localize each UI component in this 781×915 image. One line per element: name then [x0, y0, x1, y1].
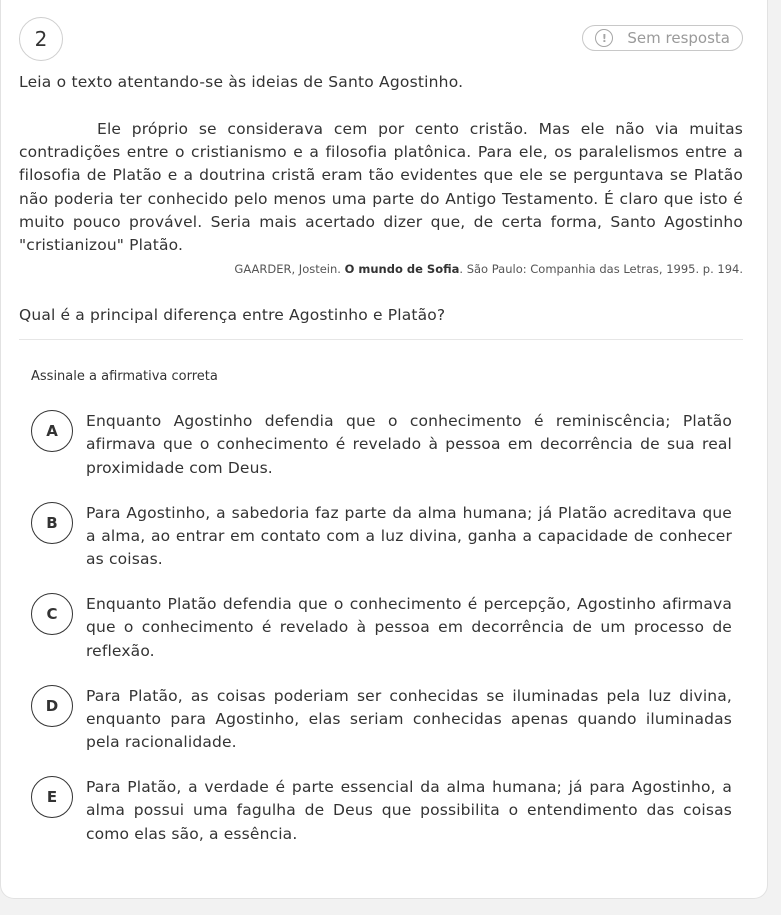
citation-title: O mundo de Sofia — [344, 262, 460, 276]
instruction-text: Leia o texto atentando-se às ideias de Santo Agostinho. — [19, 73, 464, 91]
option-a[interactable] — [31, 410, 732, 502]
option-text-a[interactable]: Enquanto Agostinho defendia que o conhecimento é reminiscência; Platão afirmava que o conhecimento é revelado à pessoa em decorrência de sua real proximidade com Deus. — [86, 412, 732, 477]
option-d[interactable] — [31, 685, 732, 777]
option-letter-a[interactable]: A — [31, 410, 73, 452]
option-letter-d[interactable]: D — [31, 685, 73, 727]
option-e[interactable] — [31, 776, 732, 868]
option-b[interactable] — [31, 502, 732, 594]
citation-author: GAARDER, Jostein. — [234, 262, 345, 276]
option-letter-b[interactable]: B — [31, 502, 73, 544]
option-text-c[interactable]: Enquanto Platão defendia que o conhecimento é percepção, Agostinho afirmava que o conhecimento é revelado à pessoa em decorrência de um processo de reflexão. — [86, 595, 732, 660]
passage-text: Ele próprio se considerava cem por cento cristão. Mas ele não via muitas contradições entre o cristianismo e a filosofia platônica. Para ele, os paralelismos entre a filosofia de Platão e a doutrina cristã eram tão evidentes que ele se perguntava se Platão não poderia ter conhecido pelo menos uma parte do Antigo Testamento. É claro que isto é muito pouco provável. Seria mais acertado dizer que, de certa forma, Santo Agostinho "cristianizou" Platão. — [19, 120, 743, 255]
question-header — [19, 17, 743, 61]
option-text-b[interactable]: Para Agostinho, a sabedoria faz parte da alma humana; já Platão acreditava que a alma, ao entrar em contato com a luz divina, ganha a capacidade de conhecer as coisas. — [86, 503, 732, 569]
question-prompt: Qual é a principal diferença entre Agostinho e Platão? — [19, 306, 446, 324]
options-list — [31, 410, 732, 868]
option-letter-c[interactable]: C — [31, 593, 73, 635]
question-number: 2 — [19, 17, 63, 61]
option-text-d[interactable]: Para Platão, as coisas poderiam ser conhecidas se iluminadas pela luz divina, enquanto para Agostinho, elas seriam conhecidas apenas quando iluminadas pela racionalidade. — [86, 686, 732, 752]
citation — [19, 262, 743, 276]
status-badge — [582, 25, 743, 51]
status-label: Sem resposta — [627, 29, 730, 47]
citation-rest: . São Paulo: Companhia das Letras, 1995. p. 194. — [459, 262, 743, 276]
alert-circle-icon: ! — [595, 29, 613, 47]
option-text-e[interactable]: Para Platão, a verdade é parte essencial da alma humana; já para Agostinho, a alma possui uma fagulha de Deus que possibilita o entendimento das coisas como elas são, a essência. — [86, 778, 732, 843]
divider — [19, 339, 743, 340]
option-c[interactable] — [31, 593, 732, 685]
answer-instruction: Assinale a afirmativa correta — [31, 369, 218, 384]
option-letter-e[interactable]: E — [31, 776, 73, 818]
